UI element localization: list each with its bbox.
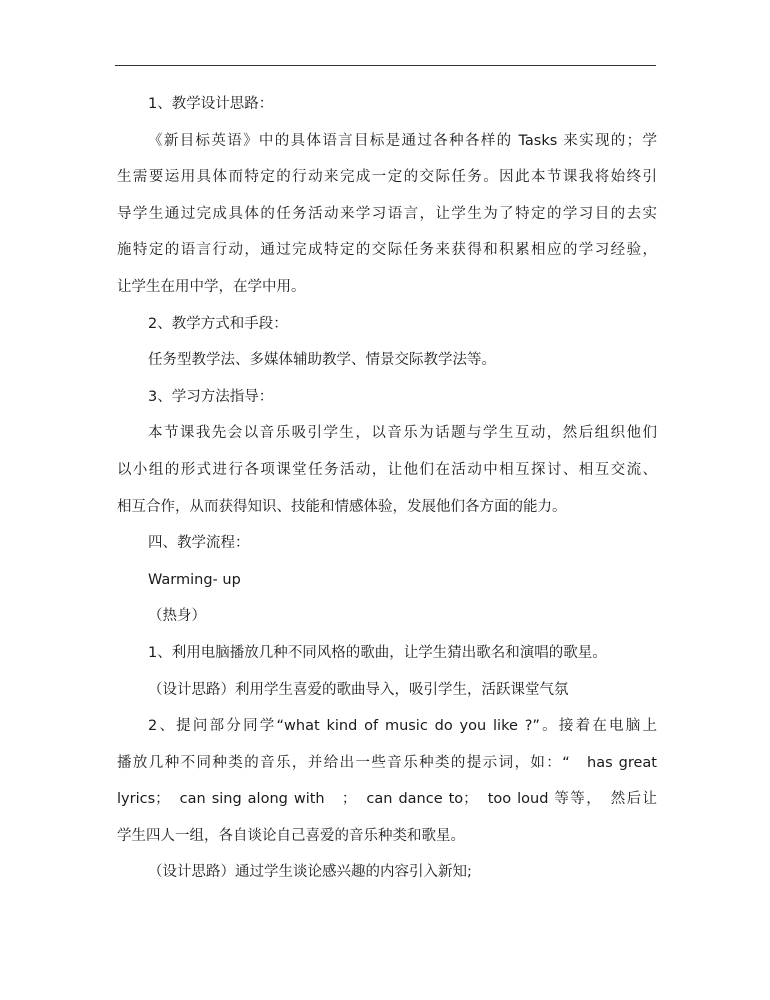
paragraph-line: 以小组的形式进行各项课堂任务活动，让他们在活动中相互探讨、相互交流、 — [117, 461, 657, 478]
paragraph-line: 2、提问部分同学“what kind of music do you like ?”。接着在电脑上 — [148, 718, 657, 735]
paragraph-line: 《新目标英语》中的具体语言目标是通过各种各样的 Tasks 来实现的；学 — [148, 132, 657, 149]
subheading-warming-up: Warming- up — [148, 571, 241, 588]
paragraph-line: 任务型教学法、多媒体辅助教学、情景交际教学法等。 — [148, 352, 496, 369]
subheading-warming-up-cn: （热身） — [148, 608, 206, 625]
section-heading-teaching-flow: 四、教学流程： — [148, 535, 250, 552]
paragraph-line: 学生四人一组，各自谈论自己喜爱的音乐种类和歌星。 — [117, 827, 465, 844]
section-heading-methods: 2、教学方式和手段： — [148, 315, 288, 332]
paragraph-line: 1、利用电脑播放几种不同风格的歌曲，让学生猜出歌名和演唱的歌星。 — [148, 644, 607, 661]
section-heading-study-guide: 3、学习方法指导： — [148, 388, 274, 405]
paragraph-line: 本节课我先会以音乐吸引学生，以音乐为话题与学生互动，然后组织他们 — [148, 425, 657, 442]
paragraph-line: 导学生通过完成具体的任务活动来学习语言，让学生为了特定的学习目的去实 — [117, 205, 657, 222]
paragraph-line: 相互合作，从而获得知识、技能和情感体验，发展他们各方面的能力。 — [117, 498, 567, 515]
paragraph-line: （设计思路）利用学生喜爱的歌曲导入，吸引学生，活跃课堂气氛 — [148, 681, 569, 698]
paragraph-line: （设计思路）通过学生谈论感兴趣的内容引入新知; — [148, 864, 472, 881]
header-rule — [115, 65, 656, 66]
paragraph-line: 施特定的语言行动，通过完成特定的交际任务来获得和积累相应的学习经验， — [117, 242, 657, 259]
paragraph-line: 生需要运用具体而特定的行动来完成一定的交际任务。因此本节课我将始终引 — [117, 169, 657, 186]
paragraph-line: 播放几种不同种类的音乐，并给出一些音乐种类的提示词，如：“ has great — [117, 754, 657, 771]
document-body — [117, 86, 657, 891]
section-heading-design-idea: 1、教学设计思路： — [148, 96, 274, 112]
paragraph-line: lyrics； can sing along with ； can dance to； too loud 等等， 然后让 — [117, 791, 657, 808]
paragraph-line: 让学生在用中学，在学中用。 — [117, 278, 306, 295]
